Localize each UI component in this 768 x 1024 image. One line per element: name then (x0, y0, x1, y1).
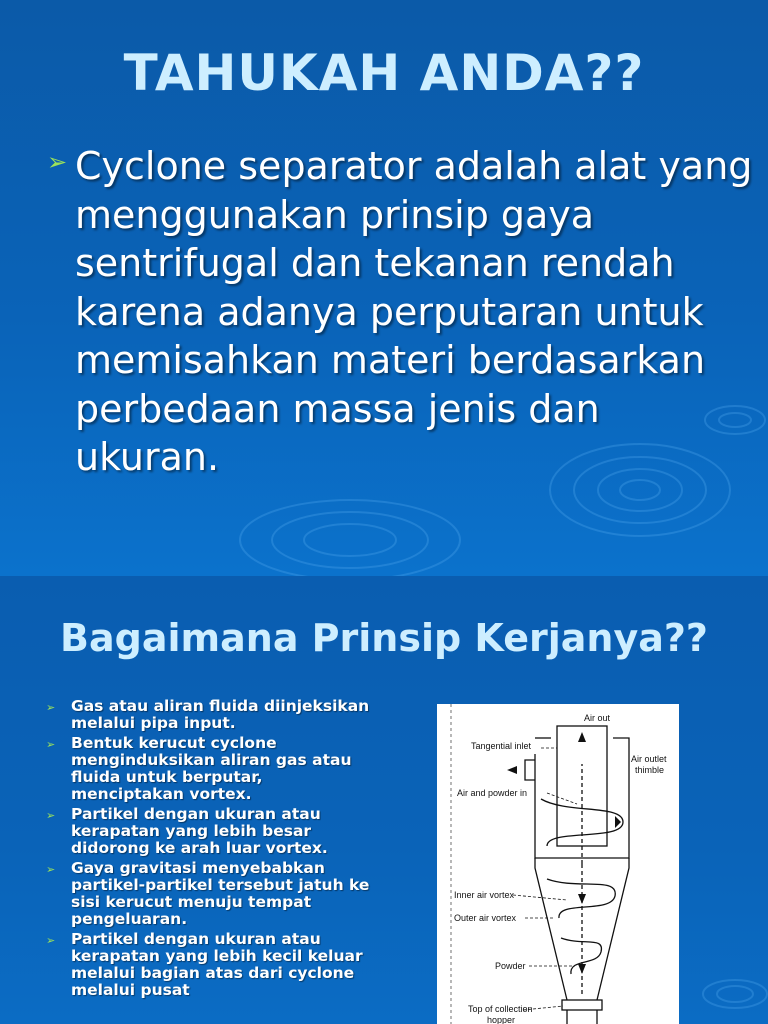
arrow-bullet-icon: ➢ (47, 148, 68, 176)
list-item: ➢ Gaya gravitasi menyebabkan partikel-partikel tersebut jatuh ke sisi kerucut menuju tempat pengeluaran. (46, 859, 370, 928)
cyclone-drawing (437, 704, 679, 1024)
label-top-of-collection: Top of collection (468, 1004, 533, 1014)
principle-list (46, 698, 376, 1002)
list-item: ➢ Gas atau aliran fluida diinjeksikan melalui pipa input. (46, 697, 370, 732)
label-powder: Powder (495, 961, 526, 971)
arrow-bullet-icon: ➢ (46, 934, 56, 947)
arrow-bullet-icon: ➢ (46, 809, 56, 822)
label-inner-air-vortex: Inner air vortex (454, 890, 515, 900)
slide-2-title: Bagaimana Prinsip Kerjanya?? (60, 616, 708, 660)
list-item: ➢ Bentuk kerucut cyclone menginduksikan aliran gas atau fluida untuk berputar, menciptakan vortex. (46, 734, 352, 803)
slide-1-title: TAHUKAH ANDA?? (123, 44, 645, 102)
slide-2 (0, 576, 768, 1024)
label-top-of-collection: hopper (487, 1015, 516, 1024)
cyclone-diagram (437, 704, 679, 1024)
label-air-out: Air out (584, 713, 611, 723)
label-outer-air-vortex: Outer air vortex (454, 913, 517, 923)
arrow-bullet-icon: ➢ (46, 701, 56, 714)
label-air-outlet-thimble: thimble (635, 765, 665, 775)
arrow-bullet-icon: ➢ (46, 738, 56, 751)
slide-1-body: Cyclone separator adalah alat yang menggunakan prinsip gaya sentrifugal dan tekanan rendah karena adanya perputaran untuk memisahkan materi berdasarkan perbedaan massa jenis dan ukuran. (75, 144, 753, 479)
label-air-and-powder-in: Air and powder in (457, 788, 528, 798)
arrow-bullet-icon: ➢ (46, 863, 56, 876)
list-item: ➢ Partikel dengan ukuran atau kerapatan yang lebih besar didorong ke arah luar vortex. (46, 805, 328, 857)
label-tangential-inlet: Tangential inlet (471, 741, 532, 751)
label-air-outlet-thimble: Air outlet (631, 754, 667, 764)
list-item: ➢ Partikel dengan ukuran atau kerapatan yang lebih kecil keluar melalui bagian atas dari cyclone melalui pusat (46, 930, 363, 999)
